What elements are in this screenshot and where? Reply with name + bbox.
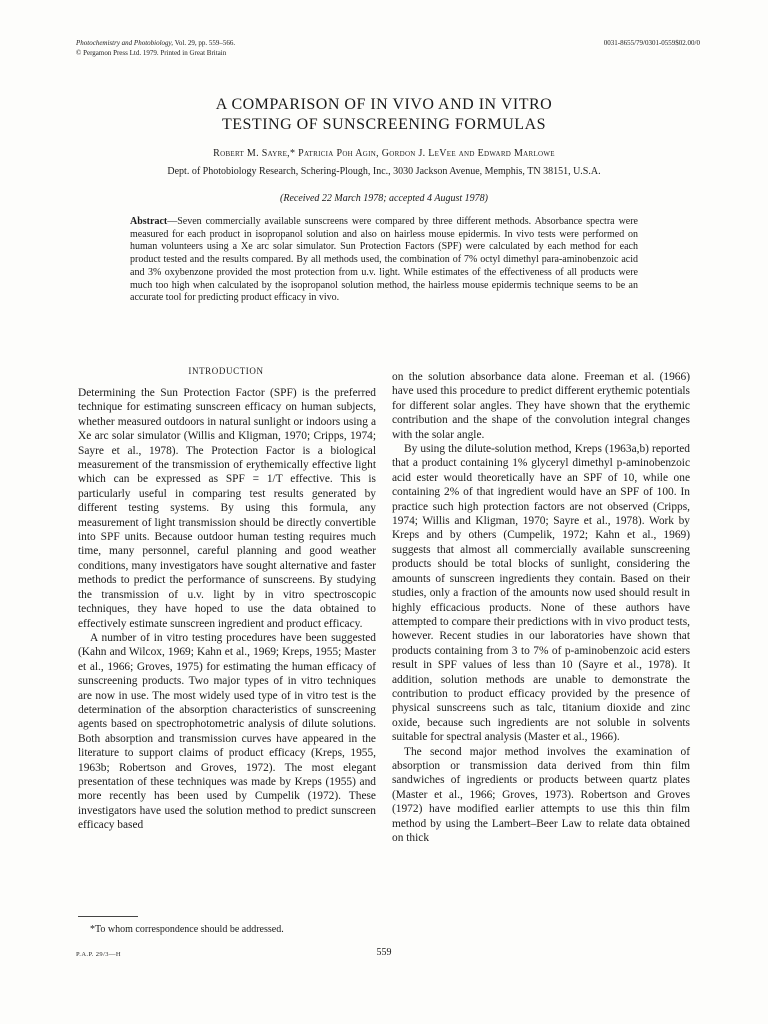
article-code: 0031-8655/79/0301-0559$02.00/0 <box>603 39 700 47</box>
title-line-2: TESTING OF SUNSCREENING FORMULAS <box>221 116 547 133</box>
affiliation: Dept. of Photobiology Research, Schering-Plough, Inc., 3030 Jackson Avenue, Memphis, TN 38151, U.S.A. <box>167 166 601 177</box>
section-heading-introduction: INTRODUCTION <box>188 366 264 376</box>
paper-title <box>76 95 692 135</box>
paragraph: on the solution absorbance data alone. Freeman et al. (1966) have used this procedure to predict different erythemic potentials for different solar angles. They have shown that the erythemic contribution and the shape of the convolution integral changes with the solar angle. <box>392 371 690 441</box>
abstract-label: Abstract <box>130 216 168 227</box>
received-dates: (Received 22 March 1978; accepted 4 August 1978) <box>280 193 488 204</box>
footnote: *To whom correspondence should be addressed. <box>90 924 284 935</box>
page-number: 559 <box>376 947 392 958</box>
journal-volume: Vol. 29, pp. 559–566. <box>174 39 236 47</box>
abstract-text: —Seven commercially available sunscreens were compared by three different methods. Absorbance spectra were measured for each product in isopropanol solution and also on hairless mouse epidermis. In vivo tests were performed on human volunteers using a Xe arc solar simulator. Sun Protection Factors (SPF) were calculated by each method for each product tested and the results compared. By all methods used, the combination of 7% octyl dimethyl para-aminobenzoic acid and 3% oxybenzone provided the most protection from u.v. light. While estimates of the effectiveness of all products were much too high when calculated by the isopropanol solution method, the hairless mouse epidermis technique seems to be an accurate tool for predicting product efficacy in vivo. <box>130 216 638 304</box>
abstract <box>130 216 638 305</box>
publisher-line: © Pergamon Press Ltd. 1979. Printed in Great Britain <box>76 49 227 57</box>
paragraph: Determining the Sun Protection Factor (SPF) is the preferred technique for estimating sunscreen efficacy on human subjects, whether measured outdoors in natural sunlight or indoors using a Xe arc solar simulator (Willis and Kligman, 1970; Cripps, 1974; Sayre et al., 1978). The Protection Factor is a biological measurement of the transmission of erythemically effective light which can be expressed as SPF = 1/T effective. This is particularly useful in comparing test results generated by different testing systems. By using this formula, any measurement of light transmission should be directly convertible into SPF units. Because outdoor human testing requires much time, many personnel, careful planning and good weather conditions, many investigators have sought alternative and faster methods to predict the performance of sunscreens. By studying the transmission of u.v. light by in vitro spectroscopic techniques, they have hoped to use the data obtained to effectively estimate sunscreen ingredient and product efficacy. <box>78 387 376 630</box>
paragraph: A number of in vitro testing procedures have been suggested (Kahn and Wilcox, 1969; Kahn et al., 1969; Kreps, 1955; Master et al., 1966; Groves, 1975) for estimating the human efficacy of sunscreening products. Two major types of in vitro techniques are now in use. The most widely used type of in vitro test is the determination of the absorption characteristics of sunscreening agents based on spectrophotometric analysis of dilute solutions. Both absorption and transmission curves have appeared in the literature to support claims of product efficacy (Kreps, 1955, 1963b; Robertson and Groves, 1972). The most elegant presentation of these techniques was made by Kreps (1955) and more recently has been used by Cumpelik (1972). These investigators have used the solution method to predict sunscreen efficacy based <box>78 631 376 832</box>
title-line-1: A COMPARISON OF IN VIVO AND IN VITRO <box>215 96 553 113</box>
paragraph: The second major method involves the examination of absorption or transmission data derived from thin film sandwiches of ingredients or products between quartz plates (Master et al., 1966; Groves, 1973). Robertson and Groves (1972) have modified earlier attempts to use this thin film method by using the Lambert–Beer Law to relate data obtained on thick <box>392 745 690 844</box>
journal-citation <box>76 38 235 58</box>
paragraph: By using the dilute-solution method, Kreps (1963a,b) reported that a product containing 1% glyceryl dimethyl p-aminobenzoic acid ester would theoretically have an SPF of 10, while one containing 2% of that ingredient would have an SPF of 100. In practice such high protection factors are not observed (Cripps, 1974; Willis and Kligman, 1970; Sayre et al., 1978). Work by Kreps and by others (Cumpelik, 1972; Kahn et al., 1969) suggests that almost all commercially available sunscreening products should be total blocks of sunlight, considering the amounts of sunscreen ingredients they contain. Based on their studies, only a fraction of the amounts now used should result in highly efficacious products. None of these authors have attempted to compare their predictions with in vivo product tests, however. Recent studies in our laboratories have shown that products containing from 3 to 7% of p-aminobenzoic acid esters result in SPF values of less than 10 (Sayre et al., 1978). It addition, solution methods are unable to demonstrate the contribution to product efficacy provided by the presence of physical sunscreens such as talc, titanium dioxide and zinc oxide, because such ingredients are not soluble in solvents suitable for spectral analysis (Master et al., 1966). <box>392 443 690 744</box>
journal-name: Photochemistry and Photobiology, <box>76 39 174 47</box>
footnote-rule <box>78 916 138 917</box>
author-list: Robert M. Sayre,* Patricia Poh Agin, Gordon J. LeVee and Edward Marlowe <box>213 148 555 159</box>
right-column <box>392 370 690 845</box>
left-column <box>78 386 376 833</box>
pap-code: P.A.P. 29/3—H <box>76 951 121 958</box>
